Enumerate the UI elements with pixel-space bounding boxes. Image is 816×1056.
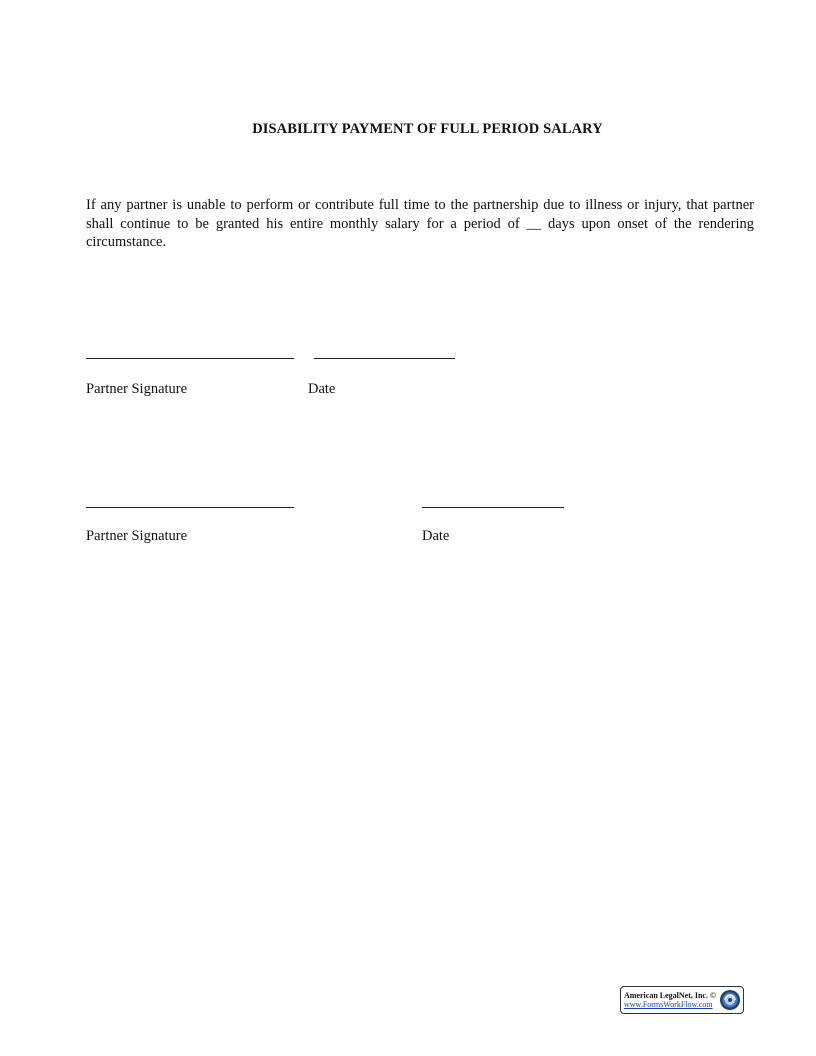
- globe-logo-icon: [719, 989, 741, 1011]
- publisher-name: American LegalNet, Inc. ©: [624, 991, 716, 1000]
- publisher-badge[interactable]: [620, 986, 744, 1014]
- partner-signature-label: Partner Signature: [86, 528, 188, 544]
- disability-clause-paragraph: If any partner is unable to perform or contribute full time to the partnership due to illness or injury, that partner shall continue to be granted his entire monthly salary for a period of __ days upon onset of the rendering circumstance.: [86, 197, 754, 250]
- signature-line: [86, 358, 294, 359]
- date-label: Date: [308, 381, 336, 397]
- partner-signature-label: Partner Signature: [86, 381, 188, 397]
- date-label: Date: [422, 528, 450, 544]
- document-title: DISABILITY PAYMENT OF FULL PERIOD SALARY: [252, 121, 603, 137]
- date-line: [422, 507, 564, 508]
- signature-line: [86, 507, 294, 508]
- publisher-website-link[interactable]: www.FormsWorkFlow.com: [624, 1000, 713, 1009]
- date-line: [314, 358, 455, 359]
